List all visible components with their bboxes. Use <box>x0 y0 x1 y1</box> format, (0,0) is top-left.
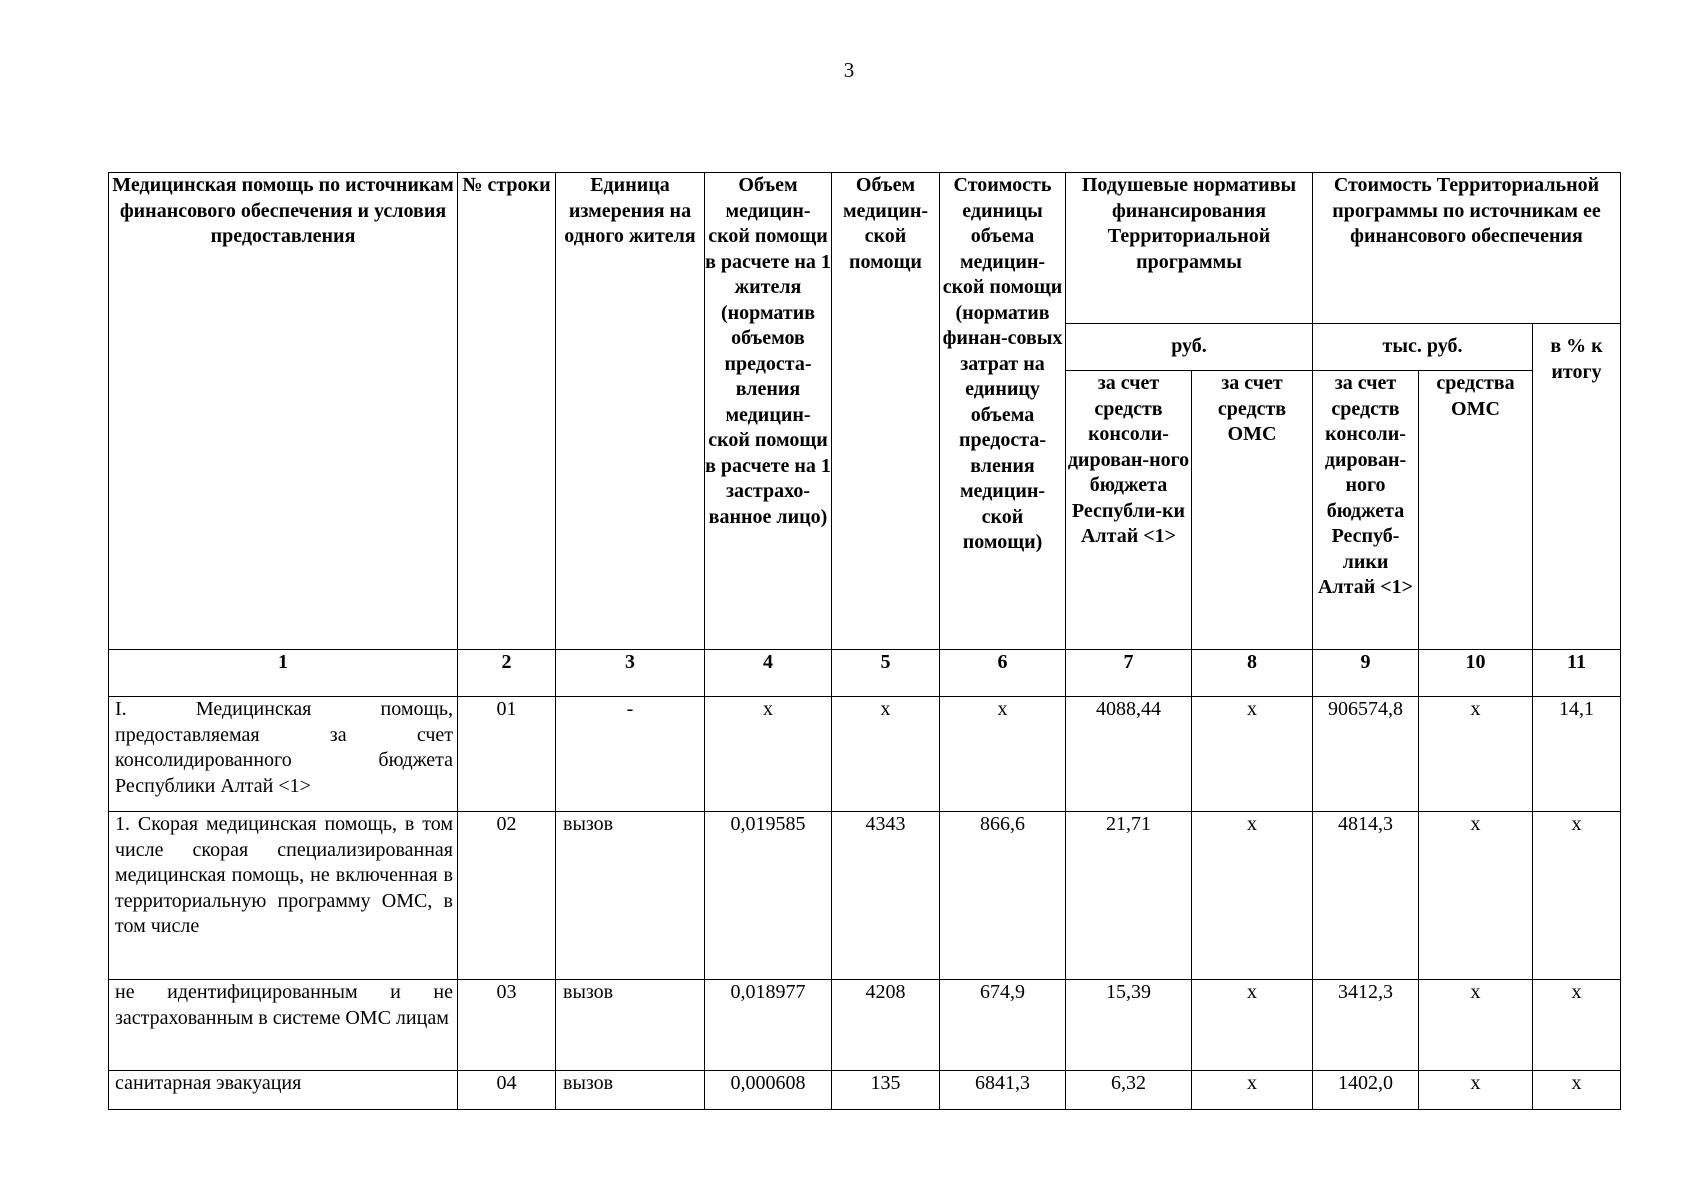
row-description: санитарная эвакуация <box>109 1071 458 1110</box>
row-cost-budget: 4814,3 <box>1313 812 1419 980</box>
header-volume-per-capita: Объем медицин-ской помощи в расчете на 1 жителя (норматив объемов предоста-вления медицин-ской помощи в расчете на 1 застрахо-ванное лицо) <box>705 173 832 650</box>
table-row <box>109 812 1621 980</box>
row-unit: вызов <box>556 1071 705 1110</box>
header-unit-cost: Стоимость единицы объема медицин-ской помощи (норматив финан-совых затрат на единицу объема предоста-вления медицин-ской помощи) <box>940 173 1066 650</box>
row-per-capita-budget: 6,32 <box>1066 1071 1192 1110</box>
row-number: 02 <box>458 812 556 980</box>
row-percent: х <box>1533 980 1621 1071</box>
header-unit-thousand-rub: тыс. руб. <box>1313 324 1533 371</box>
row-cost-oms: х <box>1419 697 1533 812</box>
table-row <box>109 1071 1621 1110</box>
row-per-capita-budget: 15,39 <box>1066 980 1192 1071</box>
row-unit-cost: 866,6 <box>940 812 1066 980</box>
header-cost-group: Стоимость Территориальной программы по источникам ее финансового обеспечения <box>1313 173 1621 324</box>
row-volume-per-capita: 0,019585 <box>705 812 832 980</box>
column-number: 8 <box>1192 650 1313 697</box>
row-per-capita-budget: 21,71 <box>1066 812 1192 980</box>
header-unit-rub: руб. <box>1066 324 1313 371</box>
table-row <box>109 980 1621 1071</box>
page-number: 3 <box>843 58 855 82</box>
row-per-capita-oms: х <box>1192 812 1313 980</box>
row-per-capita-oms: х <box>1192 1071 1313 1110</box>
row-per-capita-oms: х <box>1192 980 1313 1071</box>
row-per-capita-oms: х <box>1192 697 1313 812</box>
column-number: 7 <box>1066 650 1192 697</box>
row-cost-oms: х <box>1419 812 1533 980</box>
header-per-capita-budget: за счет средств консоли-дирован-ного бюджета Республи-ки Алтай <1> <box>1066 371 1192 650</box>
row-description: I. Медицинская помощь, предоставляемая за счет консолидированного бюджета Республики Алтай <1> <box>109 697 458 812</box>
row-number: 03 <box>458 980 556 1071</box>
row-volume: 4208 <box>832 980 940 1071</box>
row-percent: х <box>1533 812 1621 980</box>
column-number: 6 <box>940 650 1066 697</box>
row-cost-budget: 3412,3 <box>1313 980 1419 1071</box>
row-volume: х <box>832 697 940 812</box>
row-volume: 135 <box>832 1071 940 1110</box>
row-volume-per-capita: 0,018977 <box>705 980 832 1071</box>
row-volume-per-capita: 0,000608 <box>705 1071 832 1110</box>
row-cost-budget: 906574,8 <box>1313 697 1419 812</box>
column-number: 10 <box>1419 650 1533 697</box>
column-number: 9 <box>1313 650 1419 697</box>
row-cost-budget: 1402,0 <box>1313 1071 1419 1110</box>
column-number: 5 <box>832 650 940 697</box>
header-per-capita-group: Подушевые нормативы финансирования Территориальной программы <box>1066 173 1313 324</box>
header-row <box>109 173 1621 324</box>
row-percent: 14,1 <box>1533 697 1621 812</box>
header-unit: Единица измерения на одного жителя <box>556 173 705 650</box>
row-volume: 4343 <box>832 812 940 980</box>
column-number: 4 <box>705 650 832 697</box>
header-care-type: Медицинская помощь по источникам финансового обеспечения и условия предоставления <box>109 173 458 650</box>
table-row <box>109 697 1621 812</box>
row-cost-oms: х <box>1419 980 1533 1071</box>
header-per-capita-oms: за счет средств ОМС <box>1192 371 1313 650</box>
row-percent: х <box>1533 1071 1621 1110</box>
column-numbers-row <box>109 650 1621 697</box>
row-unit-cost: х <box>940 697 1066 812</box>
column-number: 11 <box>1533 650 1621 697</box>
row-unit-cost: 6841,3 <box>940 1071 1066 1110</box>
row-per-capita-budget: 4088,44 <box>1066 697 1192 812</box>
header-cost-budget: за счет средств консоли-дирован-ного бюджета Респуб-лики Алтай <1> <box>1313 371 1419 650</box>
row-number: 04 <box>458 1071 556 1110</box>
financing-table <box>108 172 1621 1110</box>
column-number: 1 <box>109 650 458 697</box>
row-description: не идентифицированным и не застрахованным в системе ОМС лицам <box>109 980 458 1071</box>
row-description: 1. Скорая медицинская помощь, в том числе скорая специализированная медицинская помощь, не включенная в территориальную программу ОМС, в том числе <box>109 812 458 980</box>
column-number: 3 <box>556 650 705 697</box>
header-row-number: № строки <box>458 173 556 650</box>
column-number: 2 <box>458 650 556 697</box>
row-unit-cost: 674,9 <box>940 980 1066 1071</box>
row-unit: вызов <box>556 980 705 1071</box>
row-cost-oms: х <box>1419 1071 1533 1110</box>
header-volume: Объем медицин-ской помощи <box>832 173 940 650</box>
row-unit: - <box>556 697 705 812</box>
row-volume-per-capita: х <box>705 697 832 812</box>
row-unit: вызов <box>556 812 705 980</box>
header-percent-total: в % к итогу <box>1533 324 1621 650</box>
row-number: 01 <box>458 697 556 812</box>
header-cost-oms: средства ОМС <box>1419 371 1533 650</box>
